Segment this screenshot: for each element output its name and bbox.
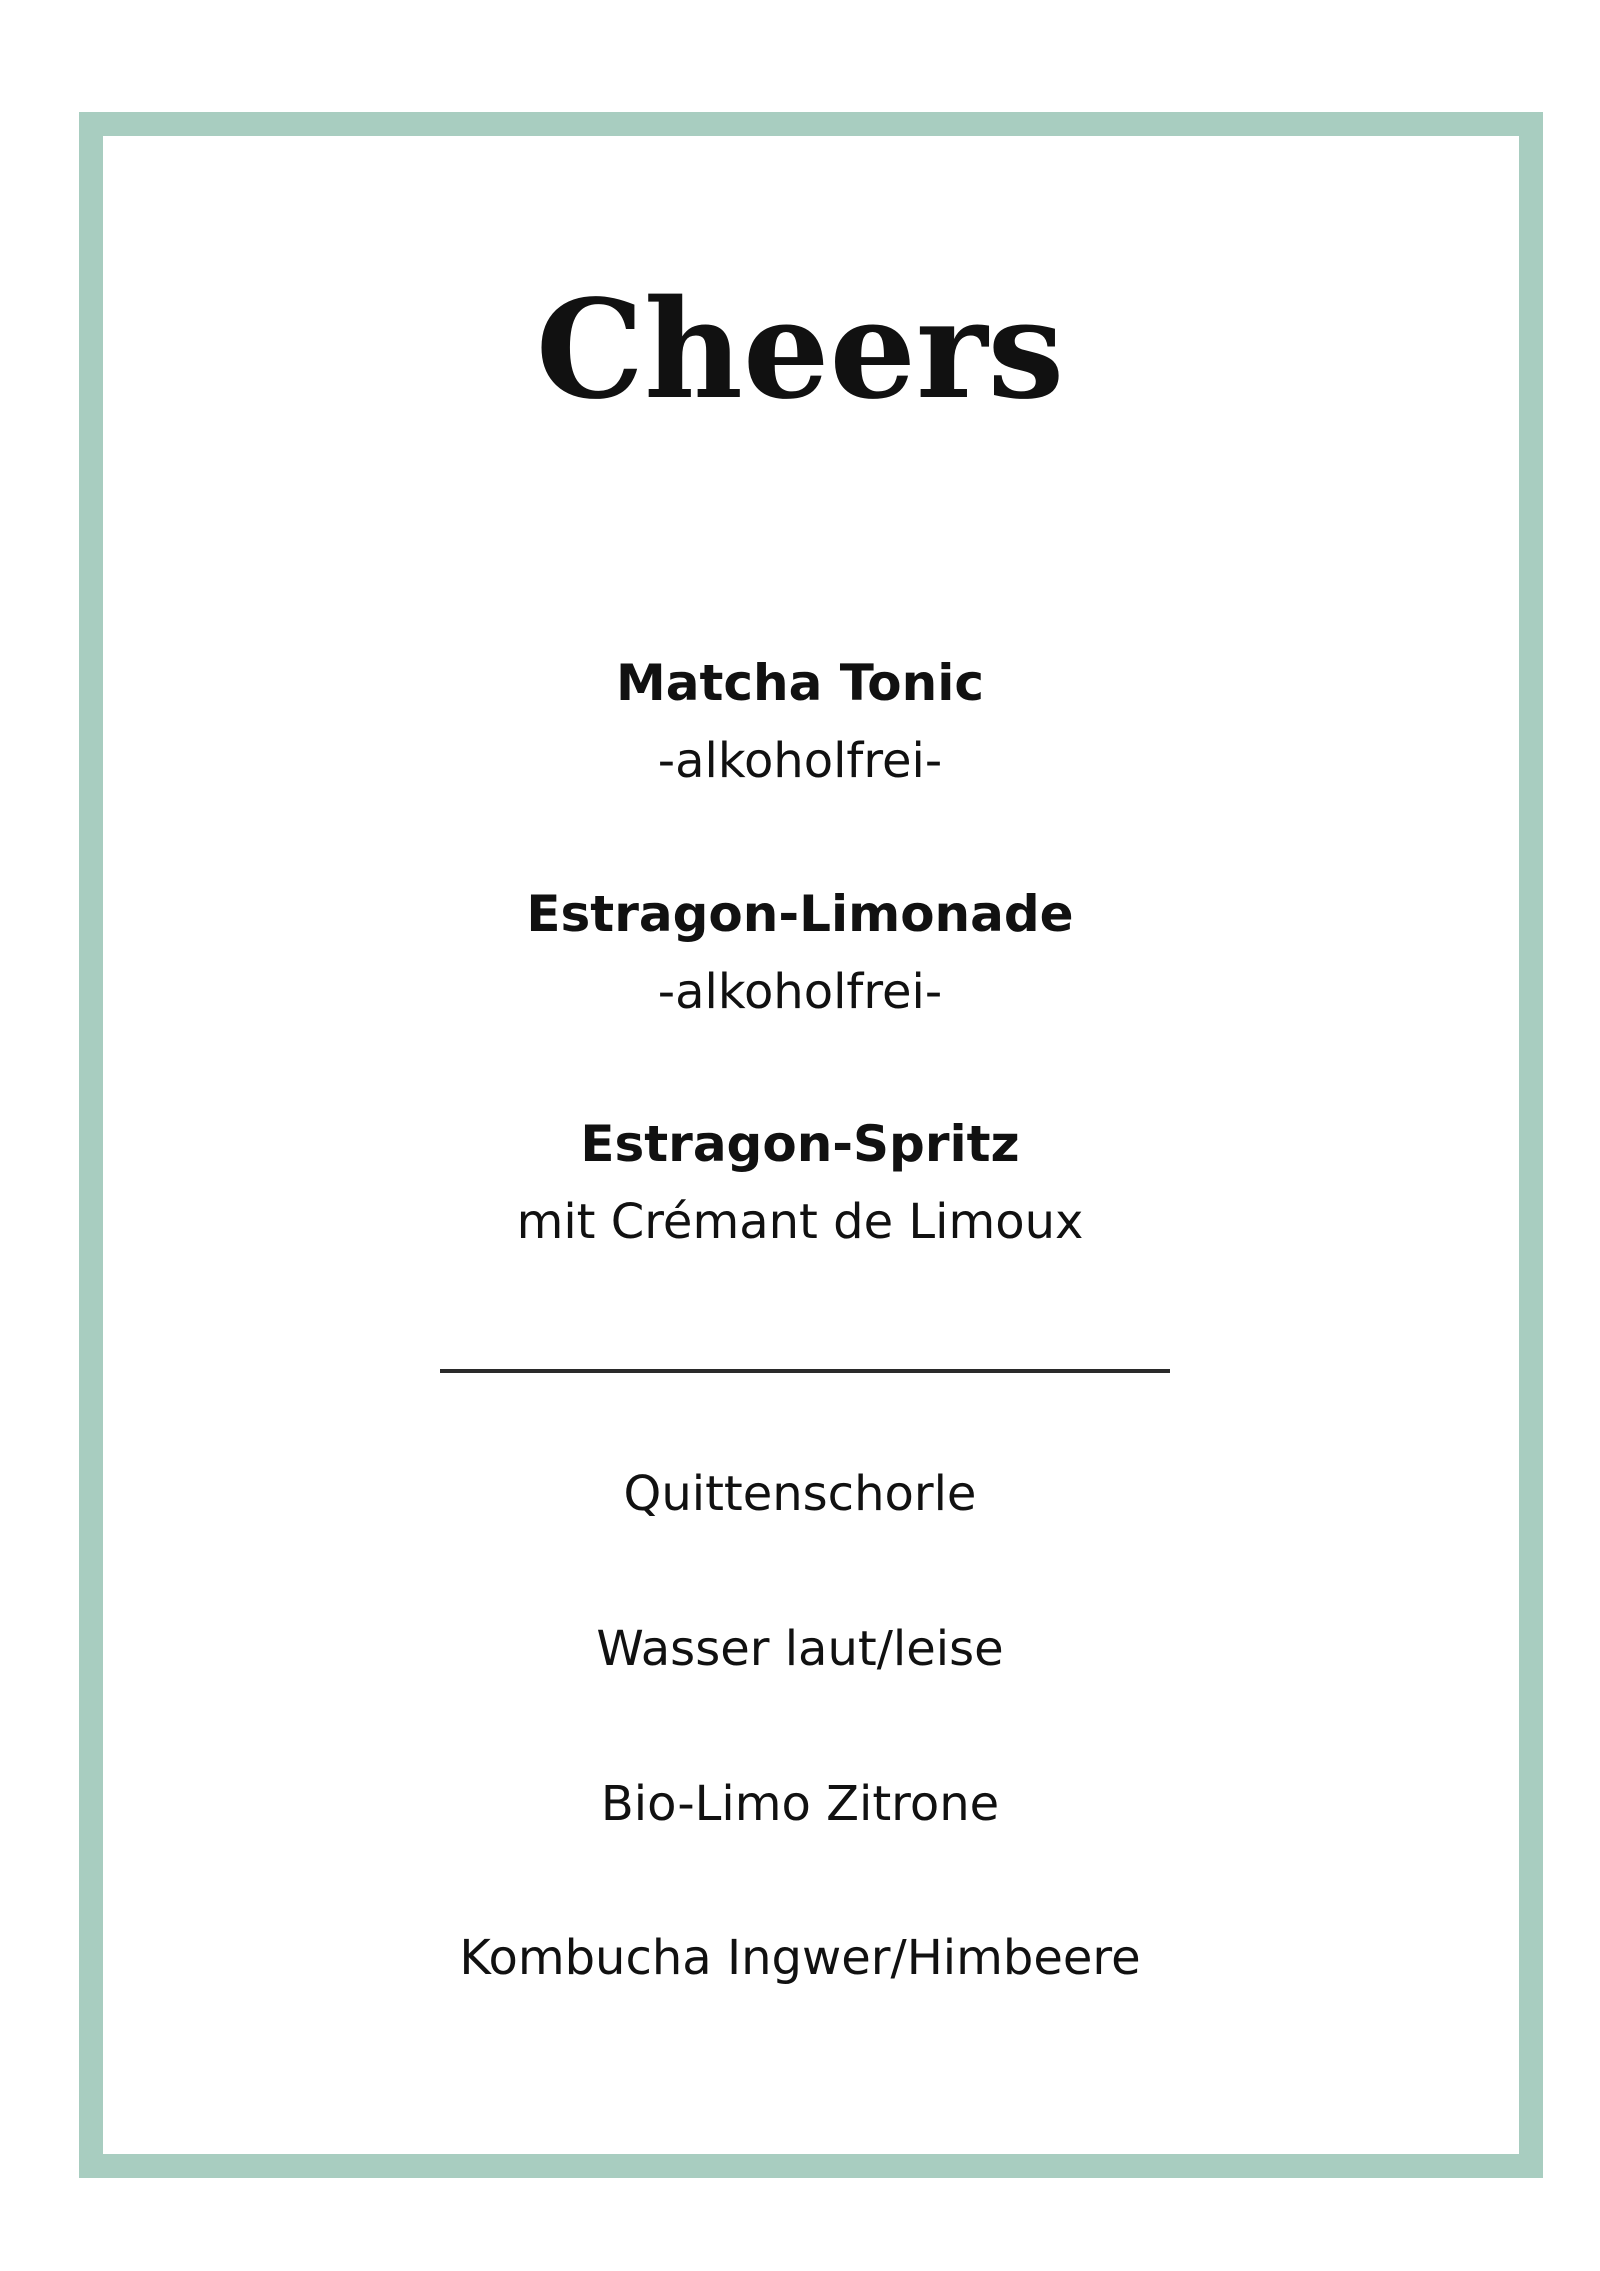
list-item: Kombucha Ingwer/Himbeere — [459, 1930, 1141, 1986]
list-item: Wasser laut/leise — [596, 1621, 1004, 1677]
featured-item-note: -alkoholfrei- — [657, 733, 943, 789]
featured-item-note: mit Crémant de Limoux — [516, 1194, 1084, 1250]
section-divider — [440, 1369, 1170, 1373]
featured-item-note: -alkoholfrei- — [657, 964, 943, 1020]
featured-item-name: Estragon-Limonade — [526, 885, 1074, 943]
featured-item-name: Matcha Tonic — [616, 654, 984, 712]
featured-item-name: Estragon-Spritz — [580, 1115, 1020, 1173]
list-item: Bio-Limo Zitrone — [600, 1776, 1000, 1832]
page-title: Cheers — [535, 270, 1065, 430]
list-item: Quittenschorle — [623, 1466, 977, 1522]
